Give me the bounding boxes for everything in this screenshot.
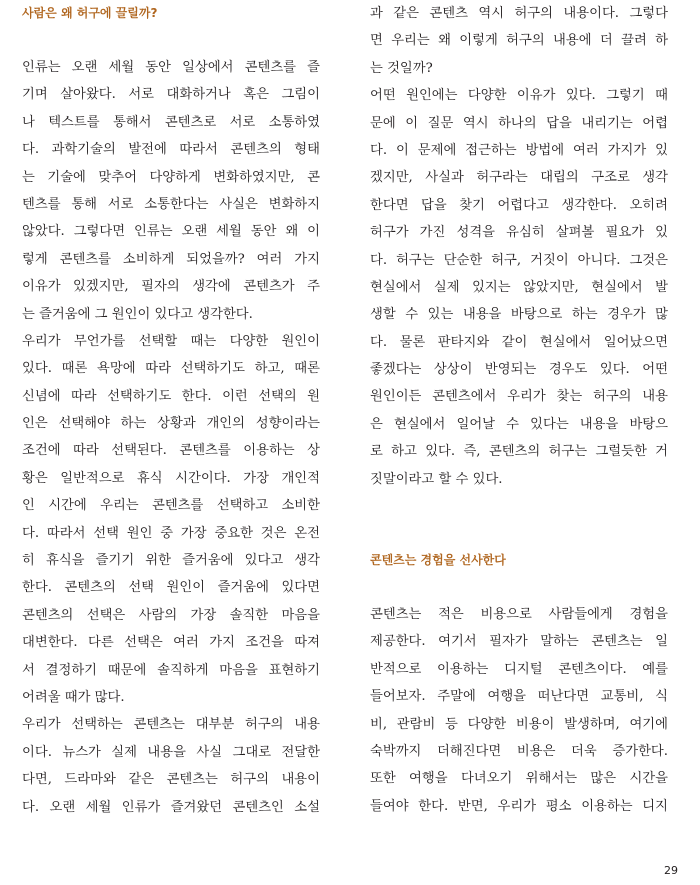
section-heading-fiction: 사람은 왜 허구에 끌릴까? [22,6,158,20]
text-line: 대변한다. 다른 선택은 여러 가지 조건을 따져 [22,635,320,651]
text-line: 어떤 원인에는 다양한 이유가 있다. 그렇기 때 [370,88,668,104]
text-line: 은 현실에서 일어날 수 있다는 내용을 바탕으 [370,416,668,432]
text-line: 텐츠를 통해 서로 소통한다는 사실은 변화하지 [22,196,320,212]
left-column [22,0,320,821]
text-line: 않았다. 그렇다면 인류는 오랜 세월 동안 왜 이 [22,224,320,240]
text-line: 제공한다. 여기서 필자가 말하는 콘텐츠는 일 [370,634,668,650]
text-line: 허구가 가진 성격을 유심히 살펴볼 필요가 있 [370,225,668,241]
text-line: 면 우리는 왜 이렇게 허구의 내용에 더 끌려 하 [370,33,668,49]
text-line: 들어보자. 주말에 여행을 떠난다면 교통비, 식 [370,689,668,705]
text-line: 숙박까지 더해진다면 비용은 더욱 증가한다. [370,743,668,759]
text-line: 한다면 답을 찾기 어렵다고 생각한다. 오히려 [370,197,668,213]
text-line: 생할 수 있는 내용을 바탕으로 하는 경우가 많 [370,307,668,323]
text-line: 또한 여행을 다녀오기 위해서는 많은 시간을 [370,771,668,787]
text-line: 다면, 드라마와 같은 콘텐츠는 허구의 내용이 [22,772,320,788]
paragraph-1 [22,54,320,328]
text-line: 다. 따라서 선택 원인 중 가장 중요한 것은 온전 [22,525,320,541]
text-line: 들여야 한다. 반면, 우리가 평소 이용하는 디지 [370,798,668,814]
text-line: 문에 이 질문 역시 하나의 답을 내리기는 어렵 [370,115,668,131]
text-line: 다. 허구는 단순한 허구, 거짓이 아니다. 그것은 [370,252,668,268]
text-line: 다. 물론 판타지와 같이 현실에서 일어났으면 [370,334,668,350]
text-line: 는 즐거움에 그 원인이 있다고 생각한다. [22,306,253,322]
text-line: 우리가 선택하는 콘텐츠는 대부분 허구의 내용 [22,717,320,733]
text-line: 과 같은 콘텐츠 역시 허구의 내용이다. 그렇다 [370,6,668,21]
paragraph-2 [22,328,320,711]
text-line: 한다. 콘텐츠의 선택 원인이 즐거움에 있다면 [22,580,320,596]
paragraph-5 [370,82,668,493]
text-line: 다. 오랜 세월 인류가 즐겨왔던 콘텐츠인 소설 [22,799,320,815]
text-line: 반적으로 이용하는 디지털 콘텐츠이다. 예를 [370,661,668,677]
text-line: 히 휴식을 즐기기 위한 즐거움에 있다고 생각 [22,553,320,569]
text-line: 겠지만, 사실과 허구라는 대립의 구조로 생각 [370,170,668,186]
text-line: 비, 관람비 등 다양한 비용이 발생하며, 여기에 [370,716,668,732]
text-line: 인 시간에 우리는 콘텐츠를 선택하고 소비한 [22,498,320,514]
text-line: 기며 살아왔다. 서로 대화하거나 혹은 그림이 [22,87,320,103]
paragraph-6 [370,601,668,820]
text-line: 콘텐츠의 선택은 사람의 가장 솔직한 마음을 [22,607,320,623]
text-line: 원인이든 콘텐츠에서 우리가 찾는 허구의 내용 [370,389,668,405]
text-line: 나 텍스트를 통해서 콘텐츠로 서로 소통하였 [22,114,320,130]
text-line: 있다. 때론 욕망에 따라 선택하기도 하고, 때론 [22,361,320,377]
section-heading-experience: 콘텐츠는 경험을 선사한다 [370,553,506,568]
paragraph-4 [370,0,668,82]
text-line: 는 기술에 맞추어 다양하게 변화하였지만, 콘 [22,169,320,185]
right-column [370,0,668,820]
text-line: 렇게 콘텐츠를 소비하게 되었을까? 여러 가지 [22,251,320,267]
text-line: 로 하고 있다. 즉, 콘텐츠의 허구는 그럴듯한 거 [370,444,668,460]
text-line: 어려울 때가 많다. [22,689,125,705]
text-line: 황은 일반적으로 휴식 시간이다. 가장 개인적 [22,470,320,486]
paragraph-3 [22,711,320,821]
text-line: 다. 과학기술의 발전에 따라서 콘텐츠의 형태 [22,142,320,158]
text-line: 우리가 무언가를 선택할 때는 다양한 원인이 [22,333,320,349]
text-line: 서 결정하기 때문에 솔직하게 마음을 표현하기 [22,662,320,678]
text-line: 인은 선택해야 하는 상황과 개인의 성향이라는 [22,416,320,432]
text-line: 조건에 따라 선택된다. 콘텐츠를 이용하는 상 [22,443,320,459]
text-line: 신념에 따라 선택하기도 한다. 이런 선택의 원 [22,388,320,404]
text-line: 이유가 있겠지만, 필자의 생각에 콘텐츠가 주 [22,279,320,295]
text-line: 현실에서 실제 있지는 않았지만, 현실에서 발 [370,279,668,295]
text-line: 짓말이라고 할 수 있다. [370,471,503,487]
text-line: 다. 이 문제에 접근하는 방법에 여러 가지가 있 [370,142,668,158]
text-line: 좋겠다는 상상이 반영되는 경우도 있다. 어떤 [370,362,668,378]
text-line: 는 것일까? [370,60,433,76]
text-line: 이다. 뉴스가 실제 내용을 사실 그대로 전달한 [22,744,320,760]
text-line: 인류는 오랜 세월 동안 일상에서 콘텐츠를 즐 [22,60,320,75]
text-line: 콘텐츠는 적은 비용으로 사람들에게 경험을 [370,607,668,623]
page-number: 29 [664,864,678,877]
